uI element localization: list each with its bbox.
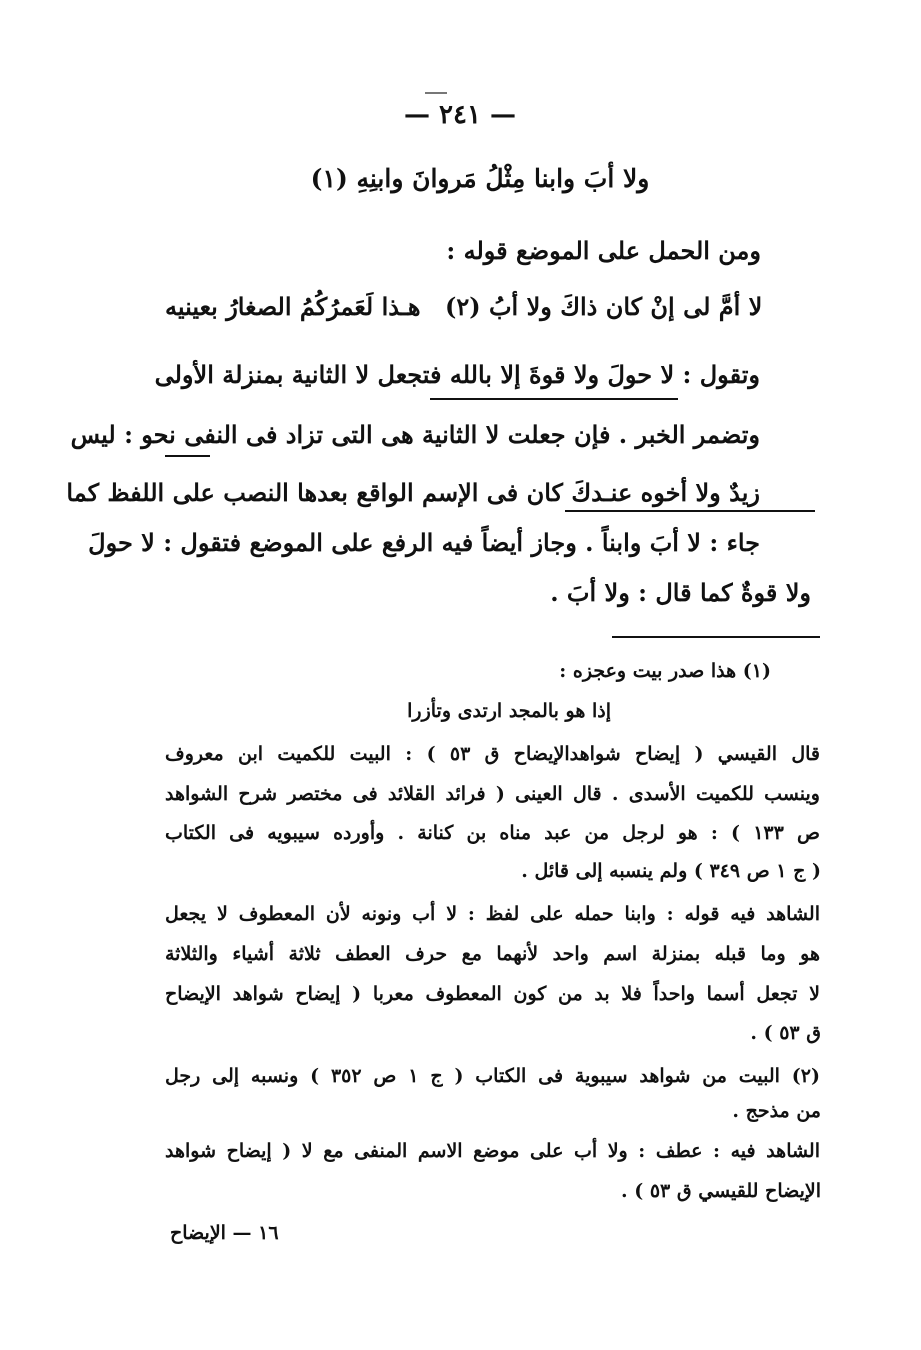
- footnote-1-heading: (١) هذا صدر بيت وعجزه :: [559, 660, 771, 682]
- footnote-1-line-6: هو وما قبله بمنزلة اسم واحد لأنهما مع حرف العطف ثلاثة أشياء والثلاثة: [165, 943, 820, 965]
- footnote-1-line-1: قال القيسي ( إيضاح شواهدالإيضاح ق ٥٣ ) : البيت للكميت ابن معروف: [165, 743, 820, 765]
- underline-mark-2: [165, 455, 210, 457]
- paragraph-line-2: وتضمر الخبر . فإن جعلت لا الثانية هى التى تزاد فى النفى نحو : ليس: [70, 420, 760, 449]
- footer-signature: ١٦ — الإيضاح: [170, 1222, 279, 1244]
- verse-2-right-hemistich: لا أمَّ لى إنْ كان ذاكَ ولا أبُ (٢): [445, 292, 763, 321]
- paragraph-line-4: جاء : لا أبَ وابناً . وجاز أيضاً فيه الرفع على الموضع فتقول : لا حولَ: [88, 528, 760, 557]
- underline-mark-3: [565, 510, 815, 512]
- scan-speck: [425, 92, 447, 94]
- verse-1: ولا أبَ وابنا مِثْلُ مَروانَ وابنِهِ (١): [310, 164, 650, 193]
- intro-line: ومن الحمل على الموضع قوله :: [446, 236, 761, 265]
- footnote-1-line-3: ص ١٣٣ ) : هو لرجل من عبد مناه بن كنانة . وأورده سيبويه فى الكتاب: [165, 822, 820, 844]
- underline-mark-1: [430, 398, 678, 400]
- footnote-2-line-2: من مذحج .: [732, 1100, 821, 1122]
- footnote-1-line-5: الشاهد فيه قوله : وابنا حمله على لفظ : لا أب ونونه لأن المعطوف لا يجعل: [165, 903, 820, 925]
- footnote-2-line-1: (٢) البيت من شواهد سيبوية فى الكتاب ( ج ١ ص ٣٥٢ ) ونسبه إلى رجل: [165, 1065, 821, 1087]
- page-number: — ٢٤١ —: [403, 100, 517, 130]
- paragraph-line-3: زيدٌ ولا أخوه عنـدكَ كان فى الإسم الواقع بعدها النصب على اللفظ كما: [66, 478, 760, 507]
- footnote-1-line-8: ق ٥٣ ) .: [750, 1022, 821, 1044]
- footnote-1-line-2: وينسب للكميت الأسدى . قال العينى ( فرائد القلائد فى مختصر شرح الشواهد: [165, 783, 820, 805]
- verse-2-left-hemistich: هـذا لَعَمرُكُمُ الصغارُ بعينيه: [165, 292, 421, 321]
- footnote-1-line-4: ( ج ١ ص ٣٤٩ ) ولم ينسبه إلى قائل .: [521, 860, 821, 882]
- footnote-2-line-4: الإيضاح للقيسي ق ٥٣ ) .: [621, 1180, 821, 1202]
- footnote-separator: [612, 636, 820, 638]
- paragraph-line-1: وتقول : لا حولَ ولا قوةَ إلا بالله فتجعل لا الثانية بمنزلة الأولى: [154, 360, 760, 389]
- paragraph-line-5: ولا قوةٌ كما قال : ولا أبَ .: [550, 578, 811, 607]
- footnote-1-line-7: لا تجعل أسما واحداً فلا بد من كون المعطوف معربا ( إيضاح شواهد الإيضاح: [165, 983, 820, 1005]
- footnote-2-line-3: الشاهد فيه : عطف : ولا أب على موضع الاسم المنفى مع لا ( إيضاح شواهد: [165, 1140, 820, 1162]
- footnote-1-verse: إذا هو بالمجد ارتدى وتأزرا: [407, 700, 611, 722]
